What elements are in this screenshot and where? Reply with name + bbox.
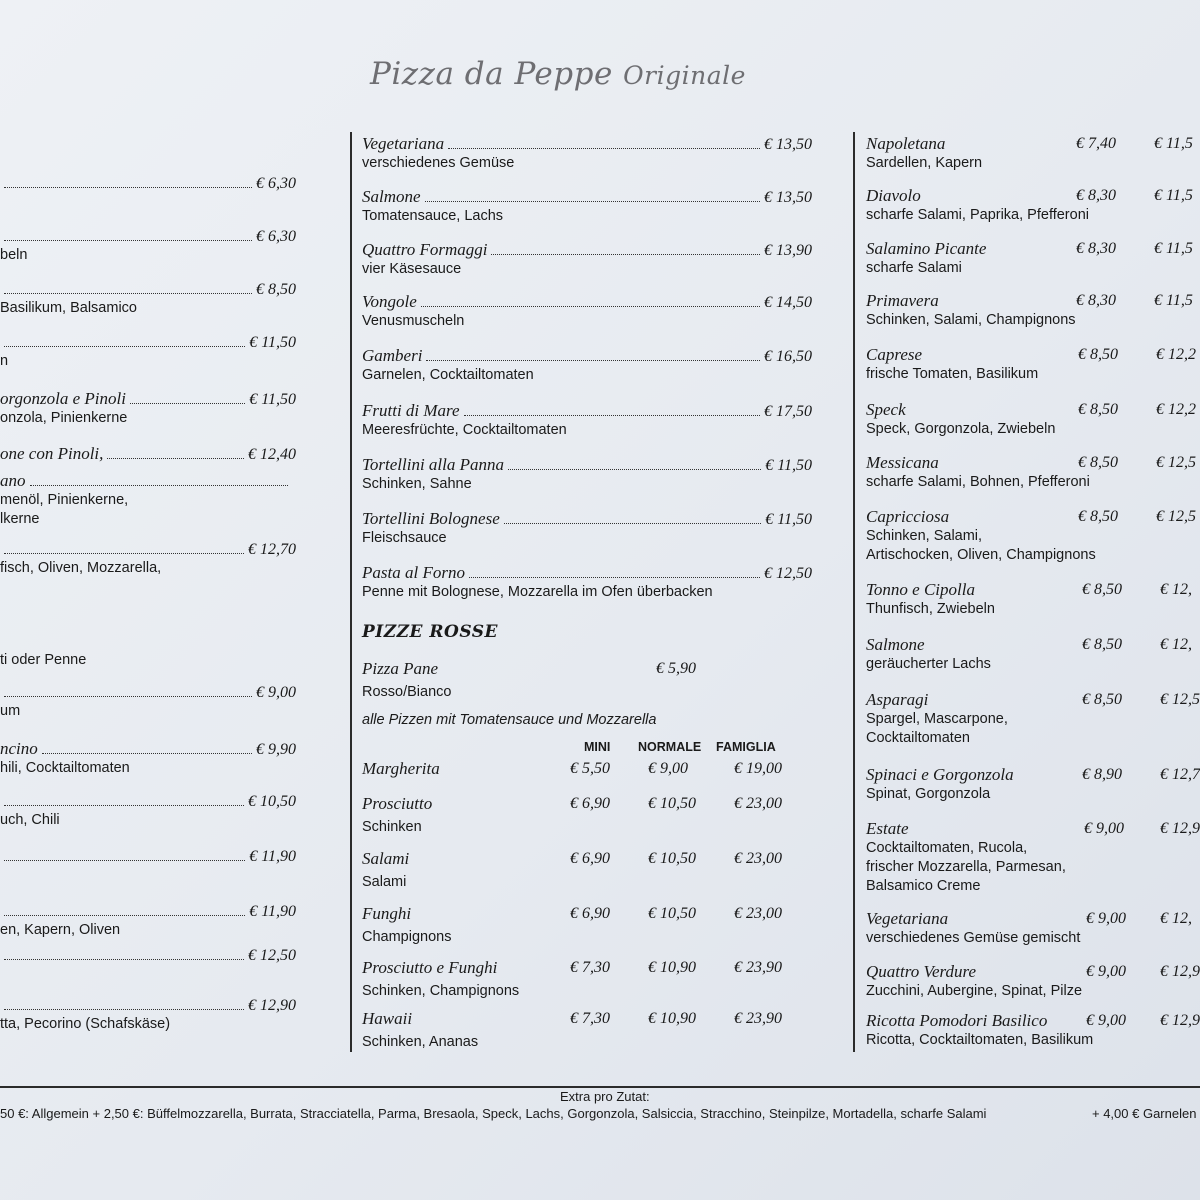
menu-item (362, 187, 812, 226)
menu-item-row (362, 346, 812, 366)
item-name: orgonzola e Pinoli (0, 389, 126, 408)
item-price: € 8,50 (1078, 346, 1118, 363)
menu-item-row (0, 228, 296, 246)
divider-left (350, 132, 352, 1052)
item-price: € 8,50 (1082, 636, 1122, 653)
menu-item-row (362, 187, 812, 207)
item-description: menöl, Pinienkerne, (0, 492, 129, 508)
menu-item (362, 292, 812, 331)
menu-item-row (362, 401, 812, 421)
footer-title: Extra pro Zutat: (560, 1089, 650, 1104)
item-price: € 10,50 (648, 850, 696, 867)
item-price: € 9,00 (1086, 963, 1126, 980)
item-description: onzola, Pinienkerne (0, 410, 128, 426)
item-description: Speck, Gorgonzola, Zwiebeln (866, 421, 1056, 437)
section-title-pizze-rosse: PIZZE ROSSE (362, 622, 499, 642)
item-description: Garnelen, Cocktailtomaten (362, 367, 534, 383)
menu-item (362, 455, 812, 494)
item-price: € 5,50 (570, 760, 610, 777)
item-price: € 12,2 (1156, 346, 1196, 363)
item-price: € 13,50 (764, 189, 812, 206)
menu-item-row (0, 684, 296, 702)
item-name: Salmone (362, 187, 421, 206)
item-name: Pizza Pane (362, 659, 439, 678)
item-description: Tomatensauce, Lachs (362, 208, 504, 224)
dotted-leader (4, 293, 252, 294)
item-description: Cocktailtomaten, Rucola, (866, 840, 1028, 856)
restaurant-name: Pizza da Peppe (370, 56, 613, 92)
item-name: one con Pinoli, (0, 444, 104, 463)
item-name: ncino (0, 739, 38, 758)
menu-item (362, 346, 812, 385)
dotted-leader (508, 469, 761, 470)
restaurant-subtitle: Originale (623, 61, 746, 90)
menu-item (0, 389, 296, 428)
item-name: Prosciutto (362, 794, 433, 813)
item-price: € 12,2 (1156, 401, 1196, 418)
dotted-leader (421, 306, 760, 307)
item-price: € 9,00 (648, 760, 688, 777)
item-name: Vegetariana (866, 909, 949, 928)
item-description: Basilikum, Balsamico (0, 300, 137, 316)
menu-item (362, 509, 812, 548)
item-price: € 11,5 (1154, 135, 1193, 152)
menu-item (0, 175, 296, 193)
dotted-leader (30, 485, 289, 486)
dotted-leader (491, 254, 760, 255)
item-price: € 7,40 (1076, 135, 1116, 152)
item-description: scharfe Salami (866, 260, 962, 276)
menu-item (0, 228, 296, 265)
item-price: € 12,5 (1160, 691, 1200, 708)
item-description: Meeresfrüchte, Cocktailtomaten (362, 422, 567, 438)
item-name: Quattro Formaggi (362, 240, 488, 259)
menu-item (0, 997, 296, 1034)
menu-item-row (0, 997, 296, 1015)
item-price: € 12,40 (248, 446, 296, 463)
menu-item-row (0, 793, 296, 811)
item-price: € 6,30 (256, 228, 296, 245)
item-description: scharfe Salami, Bohnen, Pfefferoni (866, 474, 1090, 490)
item-price: € 12,50 (764, 565, 812, 582)
item-name: Speck (866, 400, 906, 419)
dotted-leader (4, 696, 252, 697)
menu-item (866, 690, 1200, 770)
item-description: Cocktailtomaten (866, 730, 970, 746)
dotted-leader (107, 458, 244, 459)
menu-item-row (0, 541, 296, 559)
menu-item (362, 240, 812, 279)
dotted-leader (425, 201, 760, 202)
item-name: Tortellini Bolognese (362, 509, 500, 528)
dotted-leader (4, 805, 244, 806)
item-name: Hawaii (362, 1009, 413, 1028)
item-price: € 23,00 (734, 850, 782, 867)
item-description: Thunfisch, Zwiebeln (866, 601, 995, 617)
item-name: Capricciosa (866, 507, 950, 526)
dotted-leader (4, 553, 244, 554)
item-name: Tortellini alla Panna (362, 455, 505, 474)
item-price: € 12,50 (248, 947, 296, 964)
item-price: € 23,90 (734, 1010, 782, 1027)
item-price: € 11,50 (765, 511, 812, 528)
dotted-leader (4, 1009, 244, 1010)
item-description: beln (0, 247, 28, 263)
item-price: € 5,90 (656, 660, 696, 677)
item-price: € 17,50 (764, 403, 812, 420)
menu-item-row (0, 848, 296, 866)
item-price: € 10,50 (648, 795, 696, 812)
menu-item-row (0, 175, 296, 193)
item-price: € 11,90 (249, 903, 296, 920)
dotted-leader (4, 959, 244, 960)
item-name: Pasta al Forno (362, 563, 465, 582)
item-price: € 12,9 (1160, 820, 1200, 837)
item-description: en, Kapern, Oliven (0, 922, 121, 938)
item-price: € 9,00 (256, 684, 296, 701)
divider-right (853, 132, 855, 1052)
item-description: vier Käsesauce (362, 261, 462, 277)
item-name: ano (0, 471, 26, 490)
item-price: € 8,50 (1078, 508, 1118, 525)
item-price: € 12, (1160, 636, 1192, 653)
menu-item-row (362, 509, 812, 529)
dotted-leader (42, 753, 252, 754)
item-description: Ricotta, Cocktailtomaten, Basilikum (866, 1032, 1094, 1048)
item-price: € 6,30 (256, 175, 296, 192)
menu-item (362, 401, 812, 440)
item-price: € 8,30 (1076, 187, 1116, 204)
item-description: Artischocken, Oliven, Champignons (866, 547, 1096, 563)
dotted-leader (504, 523, 761, 524)
menu-item (0, 739, 296, 778)
item-description: Schinken, Sahne (362, 476, 472, 492)
menu-item-row (0, 389, 296, 409)
item-name: Tonno e Cipolla (866, 580, 975, 599)
item-name: Vegetariana (362, 134, 445, 153)
item-description: um (0, 703, 21, 719)
dotted-leader (448, 148, 760, 149)
item-price: € 12,90 (248, 997, 296, 1014)
menu-item-row (362, 134, 812, 154)
item-name: Salami (362, 849, 410, 868)
item-name: Vongole (362, 292, 417, 311)
right-column (866, 0, 1200, 1060)
size-header: NORMALE (638, 740, 702, 754)
item-name: Frutti di Mare (362, 401, 460, 420)
item-price: € 6,90 (570, 795, 610, 812)
item-price: € 13,90 (764, 242, 812, 259)
dotted-leader (469, 577, 760, 578)
menu-item (866, 819, 1200, 899)
item-price: € 16,50 (764, 348, 812, 365)
menu-item-row (0, 903, 296, 921)
item-price: € 9,00 (1084, 820, 1124, 837)
dotted-leader (4, 346, 245, 347)
item-price: € 12,9 (1160, 1012, 1200, 1029)
item-name: Messicana (866, 453, 939, 472)
item-description: Spinat, Gorgonzola (866, 786, 991, 802)
menu-item (866, 1011, 1200, 1091)
item-description: verschiedenes Gemüse gemischt (866, 930, 1081, 946)
item-price: € 8,50 (1082, 691, 1122, 708)
item-description: Sardellen, Kapern (866, 155, 983, 171)
item-description: fisch, Oliven, Mozzarella, (0, 560, 162, 576)
item-name: Prosciutto e Funghi (362, 958, 498, 977)
item-price: € 8,50 (1082, 581, 1122, 598)
item-price: € 12,5 (1156, 454, 1196, 471)
footer-extras: 50 €: Allgemein + 2,50 €: Büffelmozzarella, Burrata, Stracciatella, Parma, Bresaola, Speck, Lachs, Gorgonzola, Salsiccia, Stracchino, Steinpilze, Mortadella, scharfe Salami (0, 1106, 987, 1121)
item-description: geräucherter Lachs (866, 656, 991, 672)
dotted-leader (464, 415, 760, 416)
item-price: € 11,5 (1154, 292, 1193, 309)
item-name: Napoletana (866, 134, 946, 153)
menu-item (866, 507, 1200, 587)
item-description: frischer Mozzarella, Parmesan, (866, 859, 1066, 875)
item-description: Schinken, Salami, Champignons (866, 312, 1076, 328)
item-name: Gamberi (362, 346, 423, 365)
item-description: Fleischsauce (362, 530, 447, 546)
item-price: € 7,30 (570, 959, 610, 976)
menu-item (0, 471, 296, 529)
menu-item-row (0, 281, 296, 299)
item-description: ti oder Penne (0, 652, 87, 668)
item-description: Penne mit Bolognese, Mozzarella im Ofen überbacken (362, 584, 713, 600)
dotted-leader (130, 403, 245, 404)
item-name: Spinaci e Gorgonzola (866, 765, 1014, 784)
item-name: Primavera (866, 291, 939, 310)
menu-item (0, 541, 296, 578)
menu-item-row (0, 444, 296, 464)
footer-garnelen: + 4,00 € Garnelen (1092, 1106, 1197, 1121)
menu-item (0, 651, 296, 670)
item-price: € 23,90 (734, 959, 782, 976)
menu-item (0, 903, 296, 940)
item-price: € 12,9 (1160, 963, 1200, 980)
dotted-leader (4, 860, 245, 861)
dotted-leader (426, 360, 760, 361)
menu-item (0, 444, 296, 464)
item-description: lkerne (0, 511, 40, 527)
item-description: Schinken, Ananas (362, 1034, 479, 1050)
dotted-leader (4, 915, 245, 916)
item-price: € 10,90 (648, 1010, 696, 1027)
item-price: € 12,5 (1156, 508, 1196, 525)
item-price: € 11,50 (765, 457, 812, 474)
item-price: € 8,50 (1078, 401, 1118, 418)
menu-item (0, 684, 296, 721)
item-price: € 11,5 (1154, 187, 1193, 204)
item-name: Funghi (362, 904, 412, 923)
item-description: hili, Cocktailtomaten (0, 760, 130, 776)
middle-column (362, 0, 814, 1060)
item-price: € 12,7 (1160, 766, 1200, 783)
menu-item (0, 281, 296, 318)
item-description: Balsamico Creme (866, 878, 981, 894)
item-description: Rosso/Bianco (362, 684, 452, 700)
dotted-leader (4, 240, 252, 241)
item-price: € 12, (1160, 581, 1192, 598)
item-price: € 11,50 (249, 391, 296, 408)
item-price: € 9,90 (256, 741, 296, 758)
menu-item (0, 848, 296, 866)
item-price: € 13,50 (764, 136, 812, 153)
item-price: € 10,90 (648, 959, 696, 976)
item-description: Zucchini, Aubergine, Spinat, Pilze (866, 983, 1083, 999)
item-price: € 7,30 (570, 1010, 610, 1027)
item-price: € 8,90 (1082, 766, 1122, 783)
item-description: Spargel, Mascarpone, (866, 711, 1008, 727)
item-price: € 23,00 (734, 795, 782, 812)
menu-item-row (0, 947, 296, 965)
item-price: € 8,30 (1076, 292, 1116, 309)
menu-item-row (362, 455, 812, 475)
item-price: € 14,50 (764, 294, 812, 311)
menu-item-row (362, 292, 812, 312)
item-price: € 8,30 (1076, 240, 1116, 257)
item-description: Champignons (362, 929, 452, 945)
menu-item (362, 563, 812, 602)
item-description: Salami (362, 874, 407, 890)
item-price: € 6,90 (570, 850, 610, 867)
item-name: Salamino Picante (866, 239, 987, 258)
item-price: € 9,00 (1086, 1012, 1126, 1029)
size-header: MINI (584, 740, 611, 754)
item-name: Margherita (362, 759, 440, 778)
menu-item (0, 334, 296, 371)
item-price: € 19,00 (734, 760, 782, 777)
size-header: FAMIGLIA (716, 740, 776, 754)
dotted-leader (4, 187, 252, 188)
item-name: Estate (866, 819, 909, 838)
left-column (0, 0, 296, 1060)
item-price: € 8,50 (1078, 454, 1118, 471)
item-price: € 11,5 (1154, 240, 1193, 257)
menu-item-row (0, 739, 296, 759)
menu-item-row (0, 471, 296, 491)
item-price: € 12, (1160, 910, 1192, 927)
item-description: Schinken, Salami, (866, 528, 983, 544)
item-price: € 11,50 (249, 334, 296, 351)
item-name: Quattro Verdure (866, 962, 977, 981)
item-name: Salmone (866, 635, 925, 654)
item-price: € 11,90 (249, 848, 296, 865)
menu-item-row (362, 563, 812, 583)
item-description: n (0, 353, 9, 369)
item-price: € 12,70 (248, 541, 296, 558)
item-description: frische Tomaten, Basilikum (866, 366, 1039, 382)
item-description: Schinken, Champignons (362, 983, 520, 999)
menu-item-row (362, 240, 812, 260)
item-price: € 23,00 (734, 905, 782, 922)
item-price: € 10,50 (648, 905, 696, 922)
pizza-note: alle Pizzen mit Tomatensauce und Mozzarella (362, 712, 657, 728)
item-description: uch, Chili (0, 812, 60, 828)
item-name: Asparagi (866, 690, 929, 709)
item-price: € 6,90 (570, 905, 610, 922)
item-price: € 10,50 (248, 793, 296, 810)
item-name: Ricotta Pomodori Basilico (866, 1011, 1048, 1030)
item-description: scharfe Salami, Paprika, Pfefferoni (866, 207, 1089, 223)
menu-item (362, 134, 812, 173)
menu-item-row (0, 334, 296, 352)
item-price: € 8,50 (256, 281, 296, 298)
menu-item (0, 947, 296, 965)
item-description: tta, Pecorino (Schafskäse) (0, 1016, 171, 1032)
item-price: € 9,00 (1086, 910, 1126, 927)
item-name: Caprese (866, 345, 923, 364)
menu-item (0, 793, 296, 830)
item-name: Diavolo (866, 186, 921, 205)
item-description: verschiedenes Gemüse (362, 155, 515, 171)
item-description: Venusmuscheln (362, 313, 465, 329)
item-description: Schinken (362, 819, 422, 835)
